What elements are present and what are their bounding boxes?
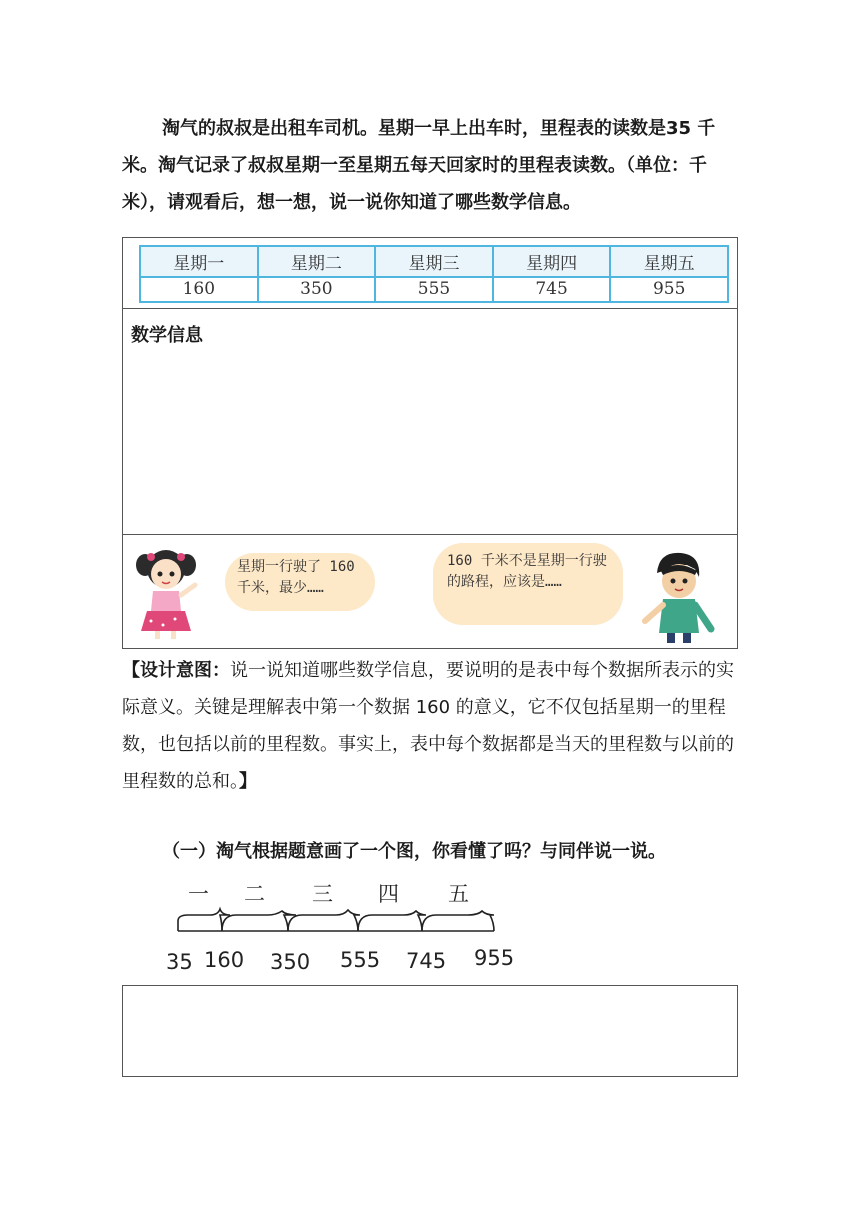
design-intent — [122, 652, 738, 800]
table-header-row — [140, 246, 728, 277]
mileage-table — [139, 245, 729, 303]
mileage-diagram — [160, 875, 530, 980]
diagram-day-3: 三 — [312, 882, 333, 906]
table-header-tue: 星期二 — [258, 246, 376, 277]
math-info-label: 数学信息 — [131, 325, 203, 346]
step-one-prompt: （一）淘气根据题意画了一个图，你看懂了吗？与同伴说一说。 — [162, 841, 666, 862]
diagram-braces — [178, 909, 494, 931]
diagram-day-5: 五 — [448, 882, 469, 906]
table-value-fri: 955 — [610, 277, 728, 302]
math-info-area[interactable] — [123, 309, 737, 535]
mileage-table-row — [123, 238, 737, 309]
diagram-reading-555: 555 — [340, 948, 381, 972]
table-header-wed: 星期三 — [375, 246, 493, 277]
problem-frame — [122, 237, 738, 649]
table-header-mon: 星期一 — [140, 246, 258, 277]
table-value-row — [140, 277, 728, 302]
design-intent-text: 说一说知道哪些数学信息，要说明的是表中每个数据所表示的实际意义。关键是理解表中第一个数据 160 的意义，它不仅包括星期一的里程数，也包括以前的里程数。事实上，表中每个数据都是当天的里程数与以前的里程数的总和。 — [122, 660, 734, 792]
table-header-thu: 星期四 — [493, 246, 611, 277]
boy-illustration — [631, 547, 721, 647]
diagram-reading-745: 745 — [406, 949, 447, 973]
answer-box[interactable] — [122, 985, 738, 1077]
problem-intro: 淘气的叔叔是出租车司机。星期一早上出车时，里程表的读数是35 千米。淘气记录了叔叔星期一至星期五每天回家时的里程表读数。（单位：千米），请观看后，想一想，说一说你知道了哪些数学信息。 — [122, 118, 716, 213]
dialogue-row — [123, 535, 737, 648]
diagram-day-1: 一 — [188, 882, 209, 906]
diagram-reading-160: 160 — [204, 948, 245, 972]
girl-speech-bubble: 星期一行驶了 160 千米，最少…… — [225, 553, 375, 611]
design-intent-close: 】 — [239, 771, 257, 792]
table-value-mon: 160 — [140, 277, 258, 302]
table-value-thu: 745 — [493, 277, 611, 302]
girl-illustration — [129, 541, 209, 641]
diagram-reading-35: 35 — [166, 950, 193, 974]
design-intent-label: 【设计意图： — [122, 660, 230, 681]
table-value-wed: 555 — [375, 277, 493, 302]
diagram-day-2: 二 — [244, 882, 265, 906]
diagram-day-4: 四 — [378, 882, 399, 906]
boy-speech-bubble: 160 千米不是星期一行驶的路程，应该是…… — [433, 543, 623, 625]
diagram-reading-350: 350 — [270, 950, 311, 974]
table-header-fri: 星期五 — [610, 246, 728, 277]
table-value-tue: 350 — [258, 277, 376, 302]
diagram-reading-955: 955 — [474, 946, 515, 970]
